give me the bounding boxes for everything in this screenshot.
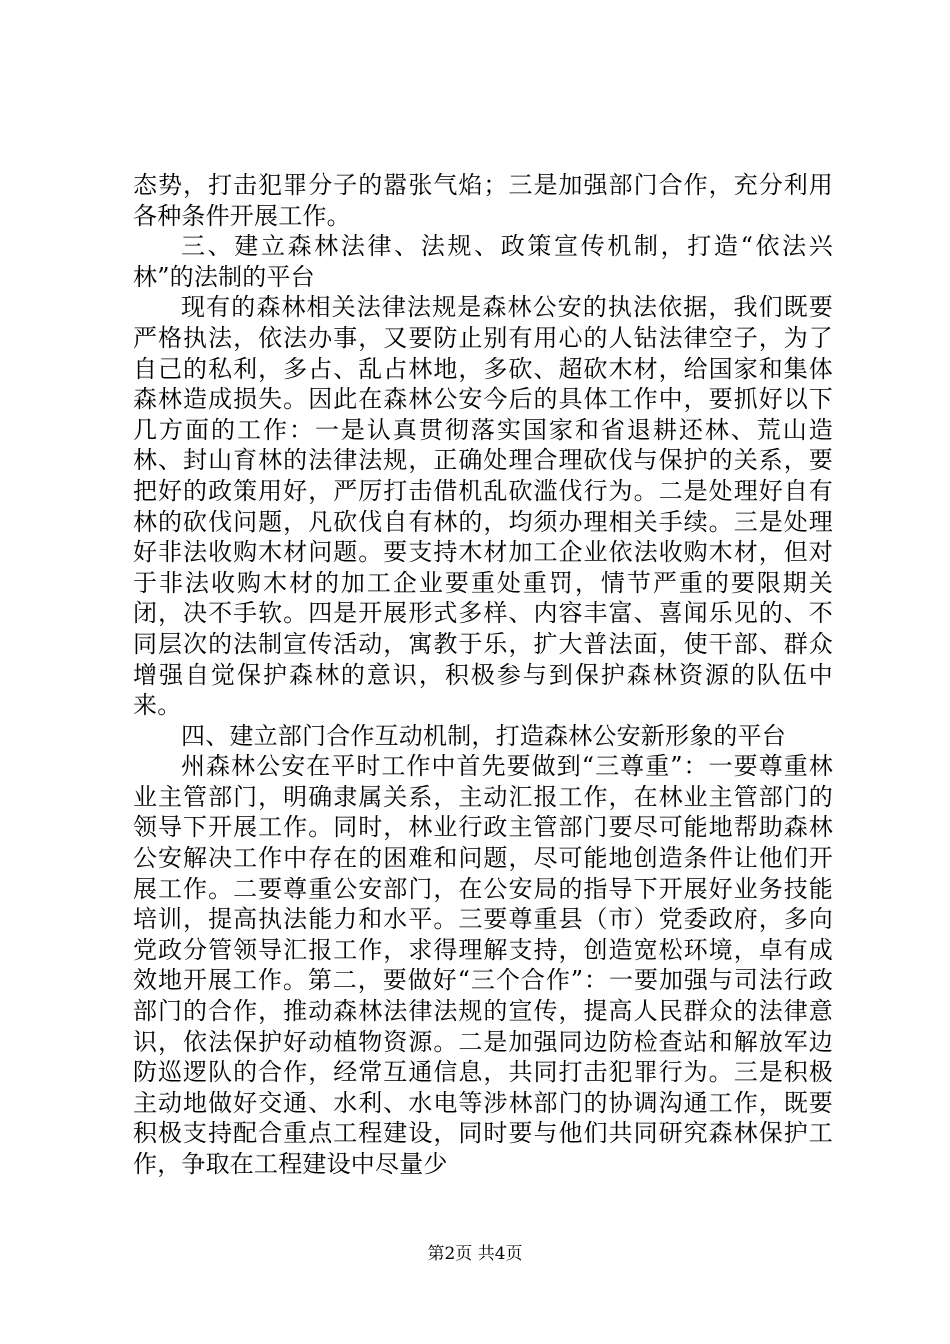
page-number-footer: 第2页 共4页 bbox=[427, 1244, 523, 1264]
document-body bbox=[133, 170, 833, 1180]
paragraph-department-cooperation: 州森林公安在平时工作中首先要做到“三尊重”：一要尊重林业主管部门，明确隶属关系，主动汇报工作，在林业主管部门的领导下开展工作。同时，林业行政主管部门要尽可能地帮助森林公安解决工作中存在的困难和问题，尽可能地创造条件让他们开展工作。二要尊重公安部门，在公安局的指导下开展好业务技能培训，提高执法能力和水平。三要尊重县（市）党委政府，多向党政分管领导汇报工作，求得理解支持，创造宽松环境，卓有成效地开展工作。第二，要做好“三个合作”：一要加强与司法行政部门的合作，推动森林法律法规的宣传，提高人民群众的法律意识，依法保护好动植物资源。二是加强同边防检查站和解放军边防巡逻队的合作，经常互通信息，共同打击犯罪行为。三是积极主动地做好交通、水利、水电等涉林部门的协调沟通工作，既要积极支持配合重点工程建设，同时要与他们共同研究森林保护工作，争取在工程建设中尽量少 bbox=[133, 752, 833, 1178]
section-heading-four: 四、建立部门合作互动机制，打造森林公安新形象的平台 bbox=[181, 721, 786, 750]
paragraph-legal-publicity: 现有的森林相关法律法规是森林公安的执法依据，我们既要严格执法，依法办事，又要防止别有用心的人钻法律空子，为了自己的私利，多占、乱占林地，多砍、超砍木材，给国家和集体森林造成损失。因此在森林公安今后的具体工作中，要抓好以下几方面的工作：一是认真贯彻落实国家和省退耕还林、荒山造林、封山育林的法律法规，正确处理合理砍伐与保护的关系，要把好的政策用好，严厉打击借机乱砍滥伐行为。二是处理好自有林的砍伐问题，凡砍伐自有林的，均须办理相关手续。三是处理好非法收购木材问题。要支持木材加工企业依法收购木材，但对于非法收购木材的加工企业要重处重罚，情节严重的要限期关闭，决不手软。四是开展形式多样、内容丰富、喜闻乐见的、不同层次的法制宣传活动，寓教于乐，扩大普法面，使干部、群众增强自觉保护森林的意识，积极参与到保护森林资源的队伍中来。 bbox=[133, 293, 833, 720]
section-heading-three: 三、建立森林法律、法规、政策宣传机制，打造“依法兴林”的法制的平台 bbox=[133, 232, 833, 291]
paragraph-continuation: 态势，打击犯罪分子的嚣张气焰；三是加强部门合作，充分利用各种条件开展工作。 bbox=[133, 171, 833, 230]
